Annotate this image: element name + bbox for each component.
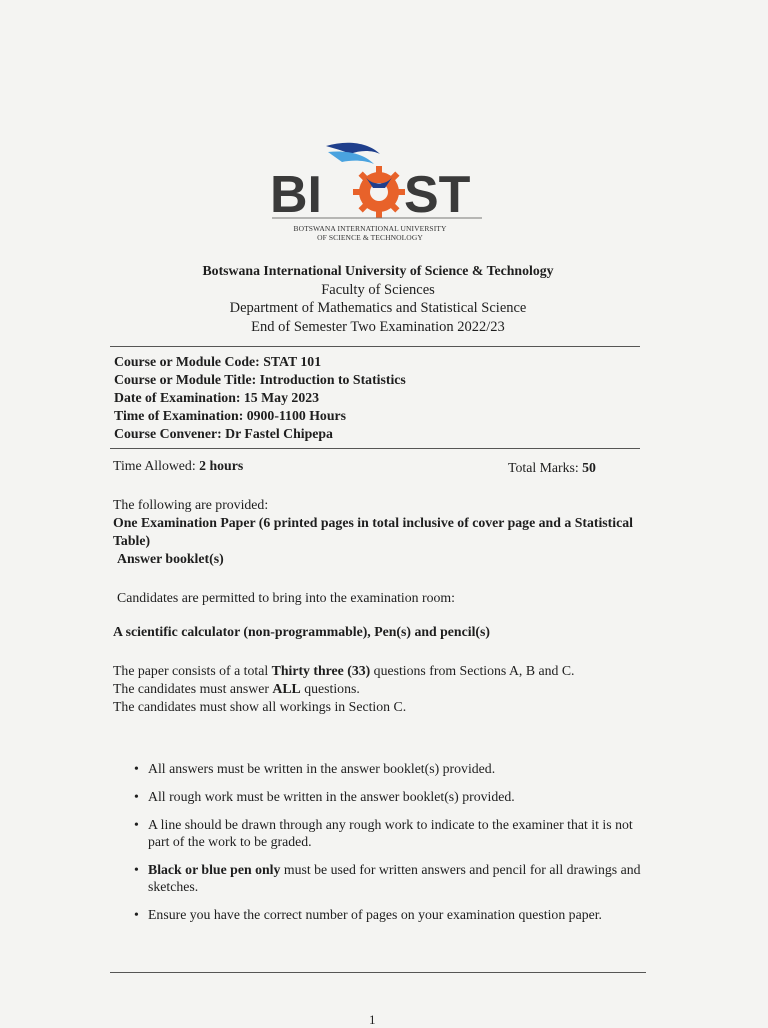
exam-date: Date of Examination: 15 May 2023 — [114, 390, 320, 405]
provided-item-booklet: Answer booklet(s) — [117, 551, 224, 566]
department-name: Department of Mathematics and Statistical Science — [229, 300, 527, 316]
logo-wordmark-right: ST — [404, 166, 471, 224]
provided-section — [113, 496, 643, 568]
logo-subtitle — [260, 224, 480, 242]
provided-item-paper: One Examination Paper (6 printed pages in total inclusive of cover page and a Statistical Table) — [113, 515, 633, 548]
divider-top — [110, 346, 640, 347]
paper-info — [113, 662, 643, 716]
course-code: Course or Module Code: STAT 101 — [114, 354, 322, 369]
instruction-item: • All answers must be written in the answer booklet(s) provided. — [130, 760, 642, 777]
divider-mid — [110, 448, 640, 449]
time-allowed — [113, 458, 243, 474]
total-marks-value: 50 — [582, 460, 596, 475]
logo-gear — [353, 166, 405, 218]
logo-wordmark-left: BI — [270, 166, 322, 224]
exam-header — [100, 262, 656, 336]
exam-title: End of Semester Two Examination 2022/23 — [251, 318, 505, 335]
instruction-item: • Black or blue pen only must be used for written answers and pencil for all drawings and sketches. — [130, 861, 642, 895]
instruction-item: • A line should be drawn through any rough work to indicate to the examiner that it is not part of the work to be graded. — [130, 816, 642, 850]
permitted-intro: Candidates are permitted to bring into the examination room: — [117, 590, 455, 605]
info-line-workings: The candidates must show all workings in Section C. — [113, 699, 407, 714]
logo-swoosh-sky — [328, 152, 374, 165]
info-line-answer-all: The candidates must answer ALL questions. — [113, 681, 360, 696]
instruction-item: • Ensure you have the correct number of pages on your examination question paper. — [130, 906, 642, 923]
exam-time: Time of Examination: 0900-1100 Hours — [114, 408, 347, 423]
permitted-items: A scientific calculator (non-programmable), Pen(s) and pencil(s) — [113, 624, 490, 639]
total-marks — [508, 460, 596, 476]
provided-intro: The following are provided: — [113, 497, 269, 512]
time-allowed-label: Time Allowed: — [113, 458, 200, 473]
course-info — [114, 353, 406, 443]
time-allowed-value: 2 hours — [199, 458, 244, 473]
faculty-name: Faculty of Sciences — [321, 281, 435, 298]
instructions-list — [130, 760, 642, 934]
divider-bottom — [110, 972, 646, 973]
page-number: 1 — [369, 1012, 376, 1027]
logo-subtitle-line2: OF SCIENCE & TECHNOLOGY — [317, 233, 423, 242]
instruction-item: • All rough work must be written in the answer booklet(s) provided. — [130, 788, 642, 805]
course-title: Course or Module Title: Introduction to Statistics — [114, 372, 406, 387]
info-line-questions: The paper consists of a total Thirty three (33) questions from Sections A, B and C. — [113, 663, 575, 678]
logo-subtitle-line1: BOTSWANA INTERNATIONAL UNIVERSITY — [293, 224, 447, 233]
total-marks-label: Total Marks: — [508, 460, 583, 475]
course-convener: Course Convener: Dr Fastel Chipepa — [114, 426, 333, 441]
university-name: Botswana International University of Science & Technology — [202, 263, 554, 278]
